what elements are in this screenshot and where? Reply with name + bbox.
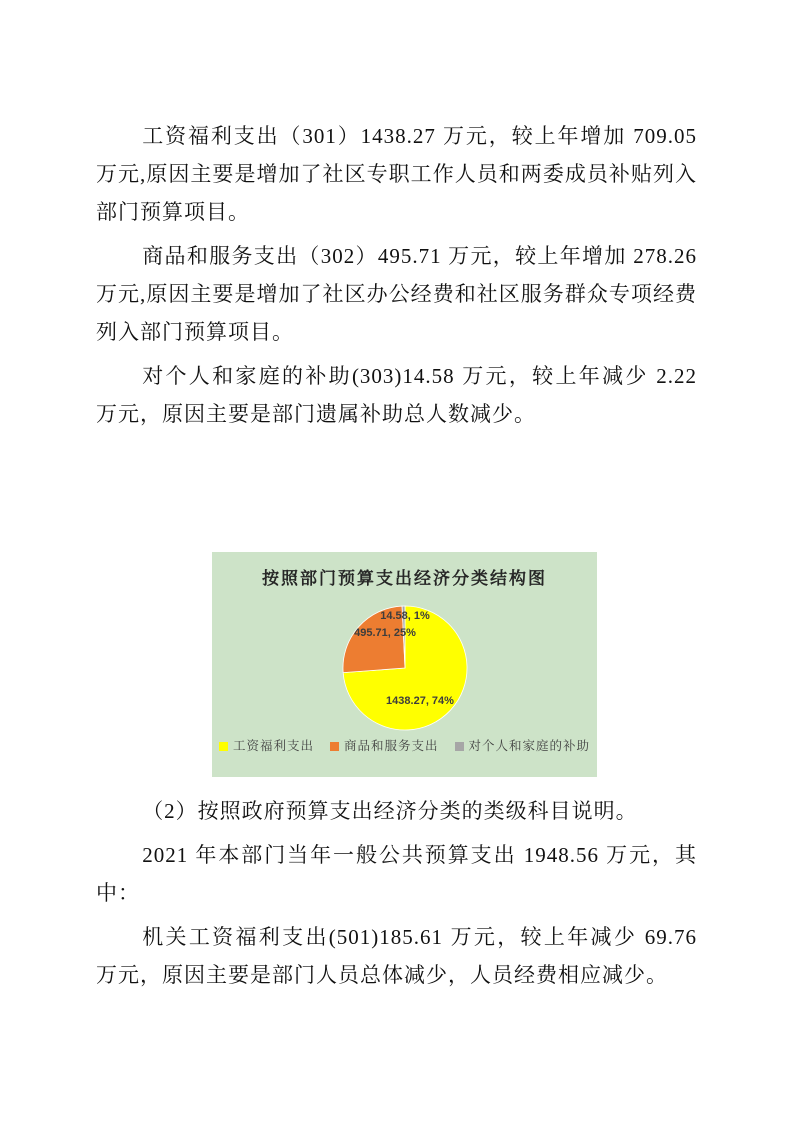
legend-label: 工资福利支出 — [232, 739, 314, 753]
paragraph-gov-classification-heading: （2）按照政府预算支出经济分类的类级科目说明。 — [142, 799, 638, 823]
document-body — [96, 0, 697, 1000]
paragraph-goods-services-302: 商品和服务支出（302）495.71 万元，较上年增加 278.26 万元,原因主要是增加了社区办公经费和社区服务群众专项经费列入部门预算项目。 — [96, 244, 697, 344]
pie-label-wage-benefits: 1438.27, 74% — [386, 695, 454, 707]
pie-label-goods-services: 495.71, 25% — [354, 627, 416, 639]
legend-swatch — [219, 742, 228, 751]
legend-item — [330, 727, 439, 765]
paragraph-individual-family-303: 对个人和家庭的补助(303)14.58 万元，较上年减少 2.22 万元，原因主要是部门遗属补助总人数减少。 — [96, 364, 697, 426]
paragraph-agency-wage-501: 机关工资福利支出(501)185.61 万元，较上年减少 69.76 万元，原因主要是部门人员总体减少，人员经费相应减少。 — [96, 925, 697, 987]
chart-title: 按照部门预算支出经济分类结构图 — [262, 569, 547, 588]
pie-label-individual-family: 14.58, 1% — [380, 610, 430, 622]
legend-swatch — [455, 742, 464, 751]
chart-legend — [212, 727, 597, 765]
paragraph-total-expenditure-2021: 2021 年本部门当年一般公共预算支出 1948.56 万元，其中： — [96, 843, 697, 905]
legend-label: 对个人和家庭的补助 — [468, 739, 591, 753]
legend-item — [219, 727, 314, 765]
legend-label: 商品和服务支出 — [343, 739, 439, 753]
legend-item — [455, 727, 591, 765]
expenditure-pie-chart — [212, 552, 597, 777]
paragraph-wage-benefits-301: 工资福利支出（301）1438.27 万元，较上年增加 709.05 万元,原因主要是增加了社区专职工作人员和两委成员补贴列入部门预算项目。 — [96, 124, 697, 224]
legend-swatch — [330, 742, 339, 751]
